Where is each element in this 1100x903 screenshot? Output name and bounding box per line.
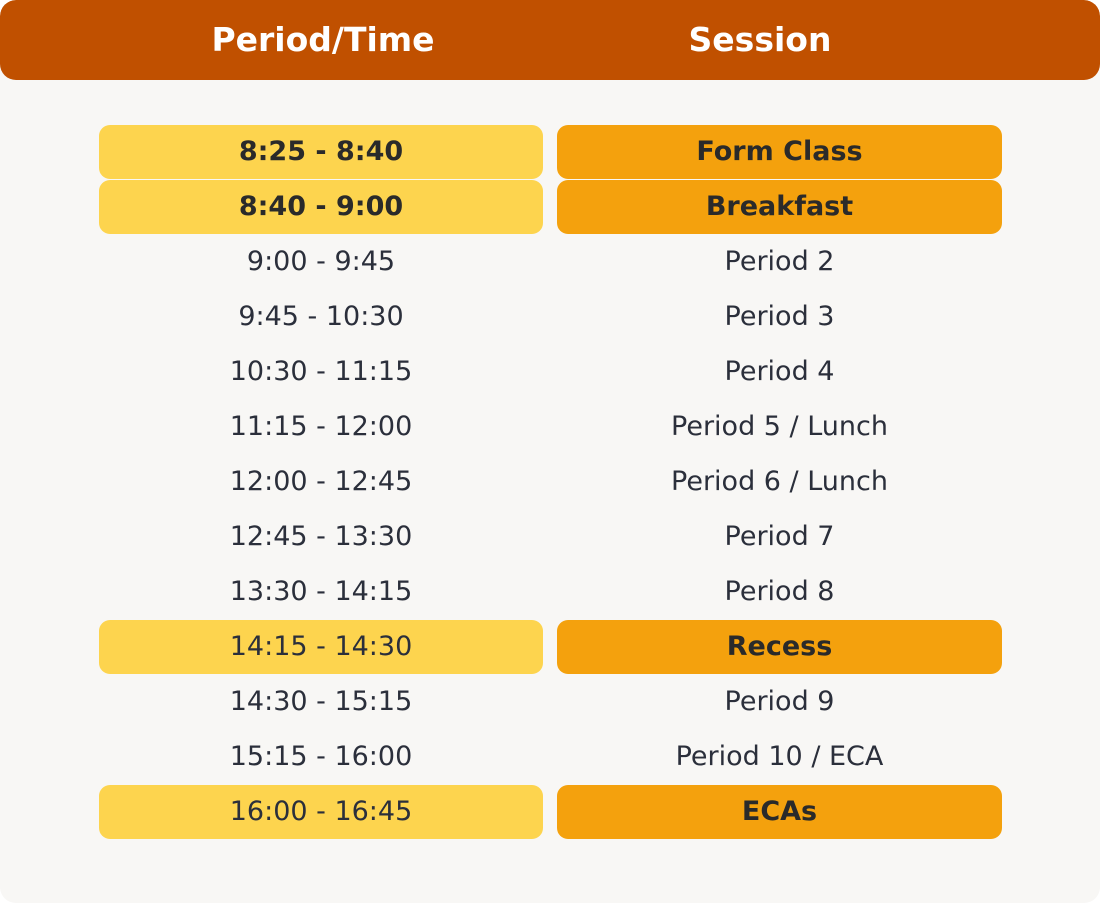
table-row: [99, 289, 1002, 344]
session-cell: Period 6 / Lunch: [671, 466, 888, 497]
time-cell: 8:25 - 8:40: [99, 125, 543, 179]
table-row: [99, 564, 1002, 619]
schedule-rows: [99, 124, 1002, 839]
time-cell: 9:45 - 10:30: [238, 301, 404, 332]
time-cell: 11:15 - 12:00: [229, 411, 413, 442]
table-row: [99, 729, 1002, 784]
session-cell: ECAs: [557, 785, 1002, 839]
table-row: [99, 674, 1002, 729]
time-cell: 13:30 - 14:15: [229, 576, 413, 607]
session-cell: Period 5 / Lunch: [671, 411, 888, 442]
table-row: [99, 124, 1002, 179]
time-cell: 12:45 - 13:30: [229, 521, 413, 552]
session-cell: Form Class: [557, 125, 1002, 179]
session-cell: Period 10 / ECA: [675, 741, 884, 772]
table-row: [99, 234, 1002, 289]
session-cell: Recess: [557, 620, 1002, 674]
table-header: [0, 0, 1100, 80]
table-row: [99, 509, 1002, 564]
table-row: [99, 344, 1002, 399]
time-cell: 12:00 - 12:45: [229, 466, 413, 497]
session-cell: Period 4: [724, 356, 835, 387]
session-cell: Period 3: [724, 301, 835, 332]
session-cell: Breakfast: [557, 180, 1002, 234]
session-cell: Period 7: [724, 521, 835, 552]
time-cell: 15:15 - 16:00: [229, 741, 413, 772]
session-cell: Period 9: [724, 686, 835, 717]
time-cell: 14:15 - 14:30: [99, 620, 543, 674]
table-row: [99, 619, 1002, 674]
table-row: [99, 179, 1002, 234]
table-row: [99, 399, 1002, 454]
session-cell: Period 2: [724, 246, 835, 277]
time-cell: 8:40 - 9:00: [99, 180, 543, 234]
time-cell: 14:30 - 15:15: [229, 686, 413, 717]
header-session: Session: [688, 20, 832, 59]
session-cell: Period 8: [724, 576, 835, 607]
time-cell: 9:00 - 9:45: [246, 246, 396, 277]
table-row: [99, 454, 1002, 509]
header-period-time: Period/Time: [211, 20, 435, 59]
time-cell: 16:00 - 16:45: [99, 785, 543, 839]
table-row: [99, 784, 1002, 839]
time-cell: 10:30 - 11:15: [229, 356, 413, 387]
